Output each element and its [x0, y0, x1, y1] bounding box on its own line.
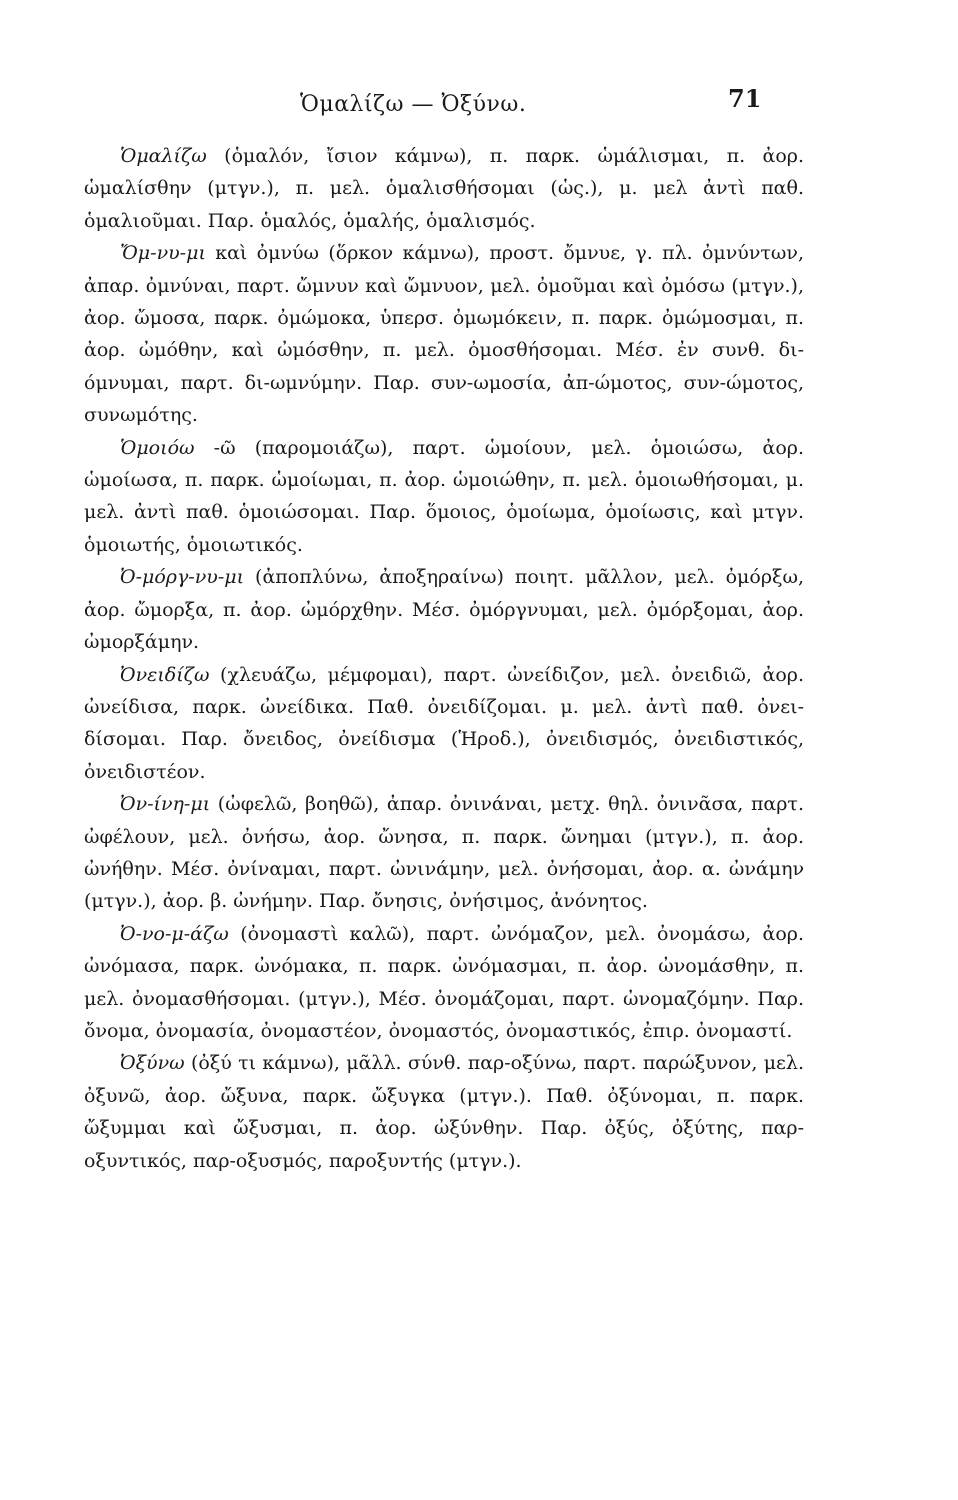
page-number: 71	[728, 84, 762, 113]
entry-text: -ῶ (παρομοιάζω), παρτ. ὡμοίουν, μελ. ὁμοιώσω, ἀορ. ὡμοίωσα, π. παρκ. ὡμοίωμαι, π. ἀορ. ὡμοιώθην, π. μελ. ὁμοιωθήσομαι, μ. μελ. ἀντὶ παθ. ὁμοιώσομαι. Παρ. ὅμοιος, ὁμοίωμα, ὁμοίωσις, καὶ μτγν. ὁμοιωτής, ὁμοιωτικός.	[84, 436, 804, 556]
entry-headword: Ὁμοιόω	[120, 436, 195, 459]
entry-headword: Ὀ-μόργ-νυ-μι	[120, 566, 245, 589]
entry-text: καὶ ὀμνύω (ὅρκον κάμνω), προστ. ὄμνυε, γ. πλ. ὀμνύντων, ἀπαρ. ὀμνύναι, παρτ. ὤμνυν καὶ ὤμνυον, μελ. ὀμοῦμαι καὶ ὀμόσω (μτγν.), ἀορ. ὤμοσα, παρκ. ὀμώμοκα, ὑπερσ. ὀμωμόκειν, π. παρκ. ὀμώμοσμαι, π. ἀορ. ὠμόθην, καὶ ὠμόσθην, π. μελ. ὀμοσθήσομαι. Μέσ. ἐν συνθ. δι-όμνυμαι, παρτ. δι-ωμνύμην. Παρ. συν-ωμοσία, ἀπ-ώμοτος, συν-ώμοτος, συνωμότης.	[84, 242, 804, 427]
entry-text: (ὀξύ τι κάμνω), μᾶλλ. σύνθ. παρ-οξύνω, παρτ. παρώξυνον, μελ. ὀξυνῶ, ἀορ. ὤξυνα, παρκ. ὤξυγκα (μτγν.). Παθ. ὀξύνομαι, π. παρκ. ὤξυμμαι καὶ ὤξυσμαι, π. ἀορ. ὠξύνθην. Παρ. ὀξύς, ὀξύτης, παρ-οξυντικός, παρ-οξυσμός, παροξυντής (μτγν.).	[84, 1052, 804, 1172]
dictionary-entry	[84, 1047, 804, 1177]
entry-headword: Ὀνειδίζω	[120, 663, 210, 686]
entry-text: (χλευάζω, μέμφομαι), παρτ. ὠνείδιζον, μελ. ὀνειδιῶ, ἀορ. ὠνείδισα, παρκ. ὠνείδικα. Παθ. ὀνειδίζομαι. μ. μελ. ἀντὶ παθ. ὀνει-δίσομαι. Παρ. ὄνειδος, ὀνείδισμα (Ἡροδ.), ὀνειδισμός, ὀνειδιστικός, ὀνειδιστέον.	[84, 663, 804, 783]
entry-headword: Ὄμ-νυ-μι	[120, 242, 206, 265]
entry-headword: Ὀ-νο-μ-άζω	[120, 922, 229, 945]
dictionary-entry	[84, 237, 804, 431]
running-title: Ὁμαλίζω — Ὀξύνω.	[300, 92, 527, 117]
dictionary-entry	[84, 561, 804, 658]
entry-headword: Ὀν-ίνη-μι	[120, 793, 211, 816]
dictionary-entry	[84, 659, 804, 789]
entry-text: (ὀνομαστὶ καλῶ), παρτ. ὠνόμαζον, μελ. ὀνομάσω, ἀορ. ὠνόμασα, παρκ. ὠνόμακα, π. παρκ. ὠνόμασμαι, π. ἀορ. ὠνομάσθην, π. μελ. ὀνομασθήσομαι. (μτγν.), Μέσ. ὀνομάζομαι, παρτ. ὠνομαζόμην. Παρ. ὄνομα, ὀνομασία, ὀνομαστέον, ὀνομαστός, ὀνομαστικός, ἐπιρ. ὀνομαστί.	[84, 922, 804, 1042]
entry-text: (ἀποπλύνω, ἀποξηραίνω) ποιητ. μᾶλλον, μελ. ὀμόρξω, ἀορ. ὤμορξα, π. ἀορ. ὠμόρχθην. Μέσ. ὀμόργνυμαι, μελ. ὀμόρξομαι, ἀορ. ὠμορξάμην.	[84, 566, 805, 654]
entry-headword: Ὁμαλίζω	[120, 145, 207, 167]
entry-text: (ὁμαλόν, ἴσιον κάμνω), π. παρκ. ὡμάλισμαι, π. ἀορ. ὡμαλίσθην (μτγν.), π. μελ. ὁμαλισθήσομαι (ὡς.), μ. μελ ἀντὶ παθ. ὁμαλιοῦμαι. Παρ. ὁμαλός, ὁμαλής, ὁμαλισμός.	[84, 145, 804, 232]
dictionary-entry	[84, 432, 804, 562]
entry-headword: Ὀξύνω	[120, 1052, 185, 1075]
dictionary-body	[84, 140, 804, 1177]
dictionary-entry	[84, 788, 804, 918]
entry-text: (ὠφελῶ, βοηθῶ), ἀπαρ. ὀνινάναι, μετχ. θηλ. ὀνινᾶσα, παρτ. ὠφέλουν, μελ. ὀνήσω, ἀορ. ὤνησα, π. παρκ. ὤνημαι (μτγν.), π. ἀορ. ὠνήθην. Μέσ. ὀνίναμαι, παρτ. ὠνινάμην, μελ. ὀνήσομαι, ἀορ. α. ὠνάμην (μτγν.), ἀορ. β. ὠνήμην. Παρ. ὄνησις, ὀνήσιμος, ἀνόνητος.	[84, 793, 804, 913]
dictionary-entry	[84, 140, 804, 237]
dictionary-entry	[84, 918, 804, 1048]
